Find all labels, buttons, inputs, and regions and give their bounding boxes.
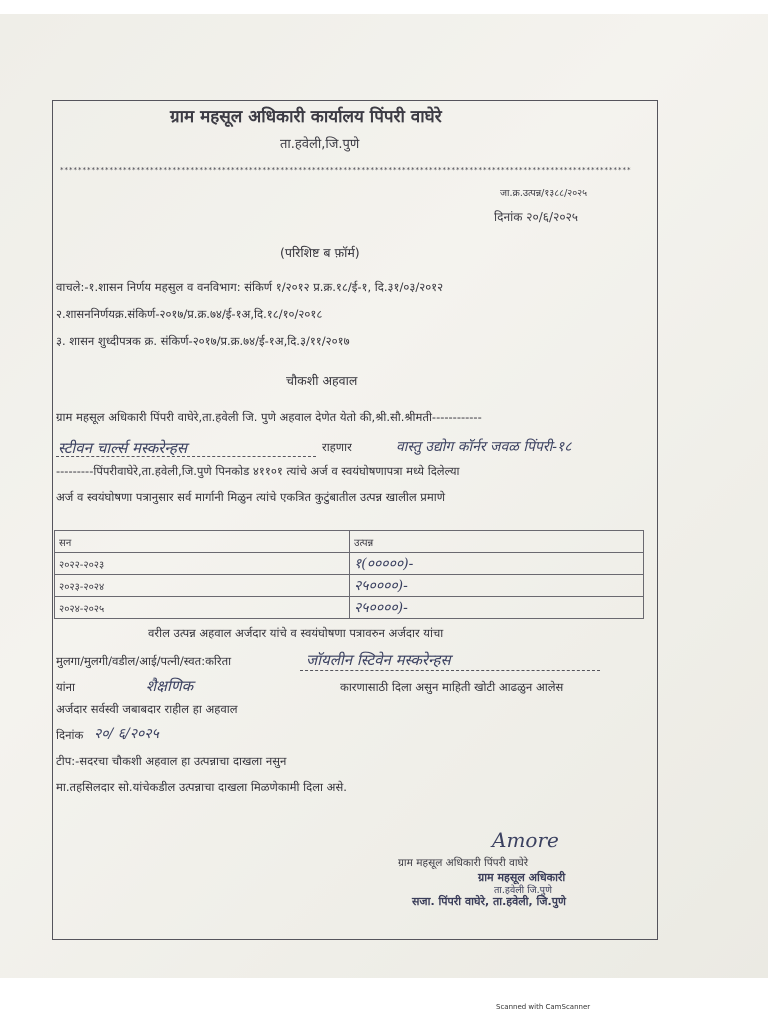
officer-signature: Amore xyxy=(492,828,559,852)
reference-2: २.शासननिर्णयक्र.संकिर्ण-२०१७/प्र.क्र.७४/ई-१अ,दि.१८/१०/२०१८ xyxy=(56,307,323,321)
purpose-rest: कारणासाठी दिला असुन माहिती खोटी आढळुन आलेस xyxy=(340,680,564,694)
report-intro: ग्राम महसूल अधिकारी पिंपरी वाघेरे,ता.हवेली जि. पुणे अहवाल देणेत येतो की,श्री.सौ.श्रीमती------------ xyxy=(56,410,482,424)
year-cell: २०२२-२०२३ xyxy=(55,553,350,575)
name-underline xyxy=(56,456,316,457)
to-label: यांना xyxy=(56,680,76,694)
resident-label: राहणार xyxy=(322,440,352,454)
report-line-4: अर्ज व स्वयंघोषणा पत्रानुसार सर्व मार्गानी मिळुन त्यांचे एकत्रित कुटुंबातील उत्पन्न खालील प्रमाणे xyxy=(56,490,446,504)
outward-number: जा.क्र.उत्पन्न/१३८८/२०२५ xyxy=(500,188,588,199)
income-cell: २५००००)- xyxy=(350,597,644,619)
applicant-address: वास्तु उद्योग कॉर्नर जवळ पिंपरी-१८ xyxy=(396,439,572,455)
table-header-row xyxy=(55,531,644,553)
date-label: दिनांक xyxy=(56,728,84,742)
table-row xyxy=(55,575,644,597)
year-cell: २०२४-२०२५ xyxy=(55,597,350,619)
form-label: (परिशिष्ट ब फ़ॉर्म) xyxy=(280,245,360,260)
conclusion-line-4: अर्जदार सर्वस्वी जबाबदार राहील हा अहवाल xyxy=(56,702,238,716)
note-line-2: मा.तहसिलदार सो.यांचेकडील उत्पन्नाचा दाखला मिळणेकामी दिला असे. xyxy=(56,780,347,794)
relation-label: मुलगा/मुलगी/वडील/आई/पत्नी/स्वत:करिता xyxy=(56,654,232,668)
table-row xyxy=(55,597,644,619)
beneficiary-name: जॉयलीन स्टिवेन मस्करेन्हस xyxy=(306,651,451,669)
star-divider: ******************************************************************************************************************************* xyxy=(60,166,632,174)
beneficiary-underline xyxy=(300,670,600,671)
report-heading: चौकशी अहवाल xyxy=(286,373,358,388)
document-border xyxy=(52,100,658,940)
stamp-line-1: ग्राम महसूल अधिकारी xyxy=(478,871,566,884)
stamp-line-2: ता.हवेली जि.पुणे xyxy=(494,885,552,896)
column-header-income: उत्पन्न xyxy=(350,531,644,553)
table-row xyxy=(55,553,644,575)
year-cell: २०२३-२०२४ xyxy=(55,575,350,597)
income-cell: १(०००००)- xyxy=(350,553,644,575)
office-title: ग्राम महसूल अधिकारी कार्यालय पिंपरी वाघेरे xyxy=(170,107,442,127)
officer-designation: ग्राम महसूल अधिकारी पिंपरी वाघेरे xyxy=(398,857,529,869)
stamp-line-3: सजा. पिंपरी वाघेरे, ता.हवेली, जि.पुणे xyxy=(412,895,566,908)
conclusion-line-1: वरील उत्पन्न अहवाल अर्जदार यांचे व स्वयंघोषणा पत्रावरुन अर्जदार यांचा xyxy=(148,626,444,640)
reference-3: ३. शासन शुध्दीपत्रक क्र. संकिर्ण-२०१७/प्र.क्र.७४/ई-१अ,दि.३/११/२०१७ xyxy=(56,334,350,348)
purpose: शैक्षणिक xyxy=(146,677,194,695)
income-cell: २५००००)- xyxy=(350,575,644,597)
applicant-name: स्टीवन चार्ल्स मस्करेन्हस xyxy=(58,439,188,457)
column-header-year: सन xyxy=(55,531,350,553)
issue-date: दिनांक २०/६/२०२५ xyxy=(494,210,579,224)
report-line-3: ---------पिंपरीवाघेरे,ता.हवेली,जि.पुणे पिनकोड ४११०१ त्यांचे अर्ज व स्वयंघोषणापत्रा मध्ये दिलेल्या xyxy=(56,464,460,478)
scanner-watermark: Scanned with CamScanner xyxy=(496,1003,591,1011)
report-date: २०/ ६/२०२५ xyxy=(94,726,159,742)
reference-1: वाचले:-१.शासन निर्णय महसुल व वनविभाग: संकिर्ण १/२०१२ प्र.क्र.१८/ई-१, दि.३१/०३/२०१२ xyxy=(56,280,444,294)
office-location: ता.हवेली,जि.पुणे xyxy=(280,137,360,152)
note-line-1: टीप:-सदरचा चौकशी अहवाल हा उत्पन्नाचा दाखला नसुन xyxy=(56,754,287,768)
income-table xyxy=(54,530,644,619)
